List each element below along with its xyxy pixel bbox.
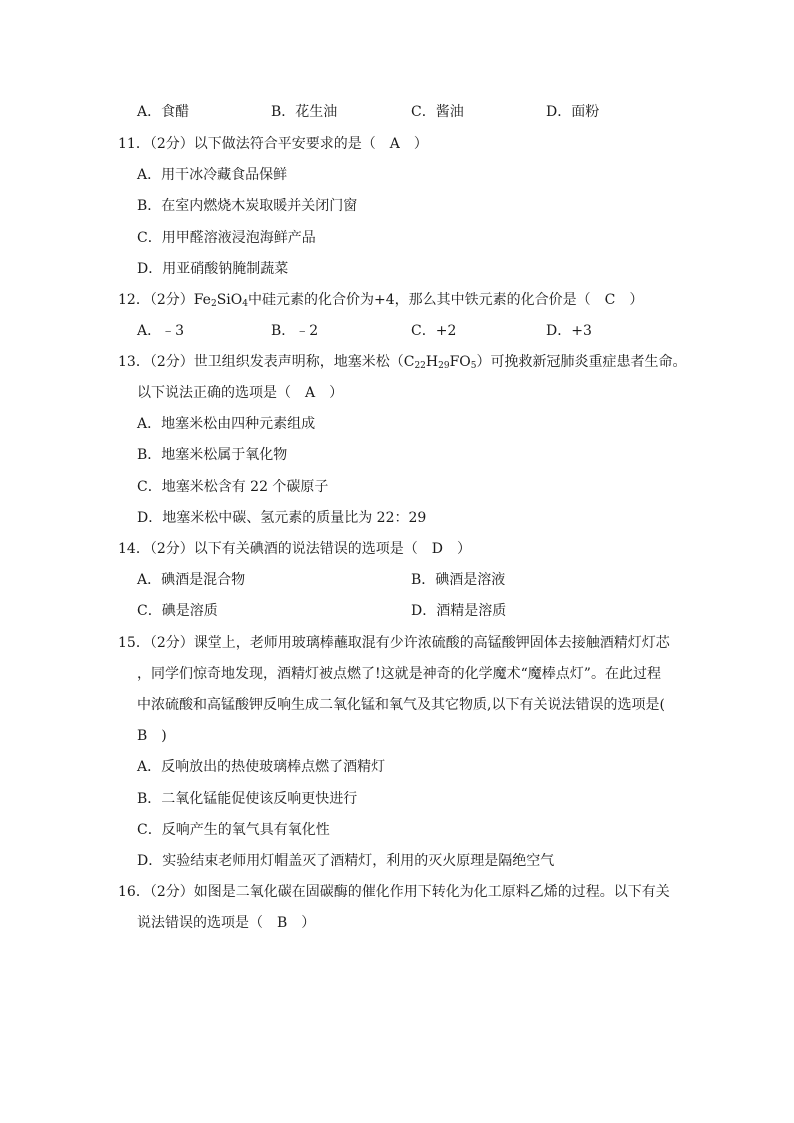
q12-option-a: A．﹣3 bbox=[137, 323, 185, 339]
q12-sub-4: 4 bbox=[242, 299, 248, 309]
q12-option-b: B．﹣2 bbox=[271, 323, 319, 339]
q14-stem: 14．（2分）以下有关碘酒的说法错误的选项是（ D ） bbox=[118, 541, 471, 557]
q13-sub-29: 29 bbox=[438, 361, 450, 371]
q14-options-row2 bbox=[137, 601, 677, 621]
q11-option-a: A．用干冰冷藏食品保鲜 bbox=[137, 167, 288, 183]
q11-stem: 11．（2分）以下做法符合平安要求的是（ A ） bbox=[118, 136, 428, 152]
q11-option-c: C．用甲醛溶液浸泡海鲜产品 bbox=[137, 230, 316, 246]
q15-stem-line4: B ) bbox=[137, 728, 167, 744]
q12-options bbox=[137, 321, 677, 341]
q13-stem-prefix: 13．（2分）世卫组织发表声明称，地塞米松（C bbox=[118, 354, 415, 370]
q12-option-d: D．+3 bbox=[546, 323, 592, 339]
q12-stem-prefix: 12．（2分）Fe bbox=[118, 292, 211, 308]
q15-option-d: D．实验结束老师用灯帽盖灭了酒精灯，利用的灭火原理是隔绝空气 bbox=[137, 853, 555, 869]
q13-option-d: D．地塞米松中碳、氢元素的质量比为 22：29 bbox=[137, 510, 427, 526]
q14-option-b: B．碘酒是溶液 bbox=[411, 572, 506, 588]
q16-stem-line2: 说法错误的选项是（ B ） bbox=[137, 915, 316, 931]
q15-option-c: C．反响产生的氧气具有氧化性 bbox=[137, 822, 330, 838]
q13-stem-line2: 以下说法正确的选项是（ A ） bbox=[137, 385, 344, 401]
q12-stem-suffix: 中硅元素的化合价为+4，那么其中铁元素的化合价是（ C ） bbox=[247, 292, 644, 308]
q12-stem bbox=[118, 290, 643, 310]
q13-mid-fo: FO bbox=[449, 354, 471, 370]
q15-stem-line3: 中浓硫酸和高锰酸钾反响生成二氧化锰和氧气及其它物质,以下有关说法错误的选项是( bbox=[137, 697, 665, 713]
q12-sub-2: 2 bbox=[210, 299, 217, 309]
q10-option-c: C．酱油 bbox=[411, 104, 464, 120]
q11-option-b: B．在室内燃烧木炭取暖并关闭门窗 bbox=[137, 198, 358, 214]
q13-option-c: C．地塞米松含有 22 个碳原子 bbox=[137, 479, 329, 495]
q14-option-d: D．酒精是溶质 bbox=[411, 603, 507, 619]
q13-stem-suffix: ）可挽救新冠肺炎重症患者生命。 bbox=[476, 354, 687, 370]
q14-options-row1 bbox=[137, 570, 677, 590]
q10-option-b: B．花生油 bbox=[271, 104, 338, 120]
q14-option-c: C．碘是溶质 bbox=[137, 603, 218, 619]
q13-sub-5: 5 bbox=[470, 361, 477, 371]
q10-option-a: A．食醋 bbox=[137, 104, 190, 120]
q14-option-a: A．碘酒是混合物 bbox=[137, 572, 246, 588]
q13-sub-22: 22 bbox=[414, 361, 426, 371]
q13-option-b: B．地塞米松属于氧化物 bbox=[137, 447, 288, 463]
q10-options bbox=[137, 102, 677, 122]
q15-stem-line2: ，同学们惊奇地发现，酒精灯被点燃了!这就是神奇的化学魔术“魔棒点灯”。在此过程 bbox=[137, 666, 661, 682]
q12-option-c: C．+2 bbox=[411, 323, 457, 339]
q13-option-a: A．地塞米松由四种元素组成 bbox=[137, 416, 316, 432]
q15-option-b: B．二氧化锰能促使该反响更快进行 bbox=[137, 791, 358, 807]
q16-stem-line1: 16．（2分）如图是二氧化碳在固碳酶的催化作用下转化为化工原料乙烯的过程。以下有关 bbox=[118, 884, 670, 900]
q15-stem-line1: 15．（2分）课堂上，老师用玻璃棒蘸取混有少许浓硫酸的高锰酸钾固体去接触酒精灯灯芯 bbox=[118, 635, 670, 651]
q13-stem bbox=[118, 352, 687, 372]
q10-option-d: D．面粉 bbox=[546, 104, 600, 120]
q12-stem-mid: SiO bbox=[216, 292, 243, 308]
q11-option-d: D．用亚硝酸钠腌制蔬菜 bbox=[137, 261, 289, 277]
q13-mid-h: H bbox=[425, 354, 439, 370]
q15-option-a: A．反响放出的热使玻璃棒点燃了酒精灯 bbox=[137, 759, 386, 775]
